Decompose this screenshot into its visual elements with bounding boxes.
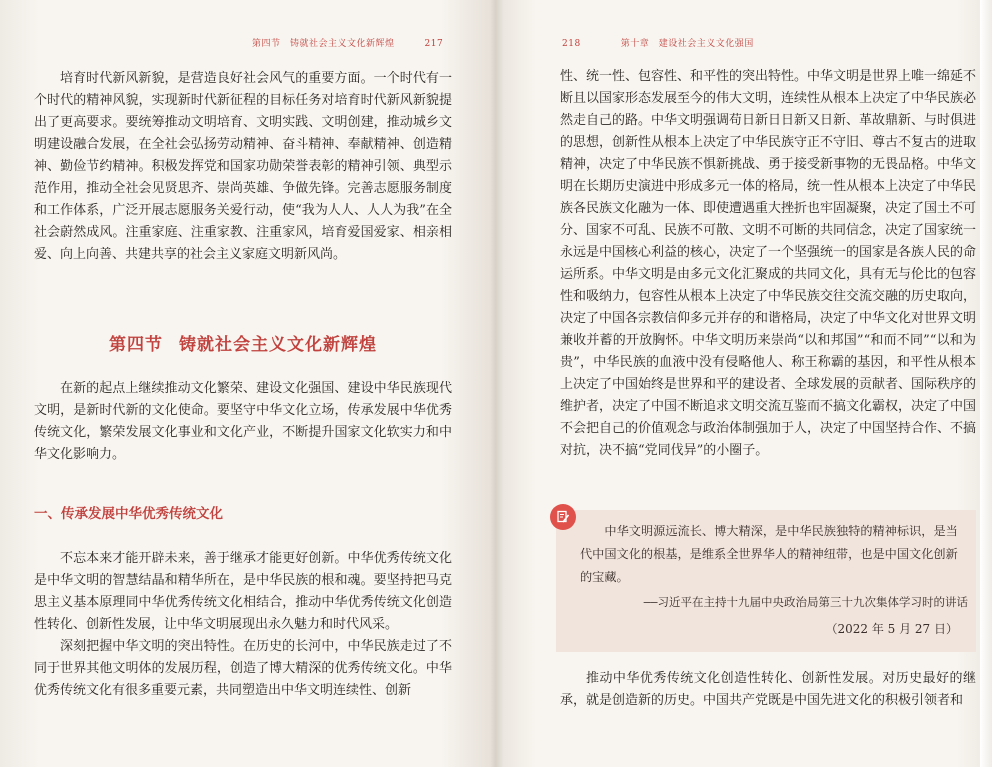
paragraph: 不忘本来才能开辟未来，善于继承才能更好创新。中华优秀传统文化是中华文明的智慧结晶和精华所在，是中华民族的根和魂。要坚持把马克思主义基本原理同中华优秀传统文化相结合，推动中华优秀传统文化创造性转化、创新性发展，让中华文明展现出永久魅力和时代风采。 <box>34 551 452 632</box>
paragraph: 性、统一性、包容性、和平性的突出特性。中华文明是世界上唯一绵延不断且以国家形态发展至今的伟大文明，连续性从根本上决定了中华民族必然走自己的路。中华文明强调苟日新日日新又日新、革故鼎新、与时俱进的思想，创新性从根本上决定了中华民族守正不守旧、尊古不复古的进取精神，决定了中华民族不惧新挑战、勇于接受新事物的无畏品格。中华文明在长期历史演进中形成多元一体的格局，统一性从根本上决定了中华民族各民族文化融为一体、即使遭遇重大挫折也牢固凝聚，决定了国土不可分、国家不可乱、民族不可散、文明不可断的共同信念，决定了国家统一永远是中国核心利益的核心，决定了一个坚强统一的国家是各族人民的命运所系。中华文明是由多元文化汇聚成的共同文化，具有无与伦比的包容性和吸纳力，包容性从根本上决定了中华民族交往交流交融的历史取向，决定了中国各宗教信仰多元并存的和谐格局，决定了中华文化对世界文明兼收并蓄的开放胸怀。中华文明历来崇尚“以和邦国”“和而不同”“以和为贵”，中华民族的血液中没有侵略他人、称王称霸的基因，和平性从根本上决定了中国始终是世界和平的建设者、全球发展的贡献者、国际秩序的维护者，决定了中国不断追求文明交流互鉴而不搞文化霸权，决定了中国不会把自己的价值观念与政治体制强加于人，决定了中国坚持合作、不搞对抗，决不搞“党同伐异”的小圈子。 <box>560 69 977 458</box>
page-number-left: 217 <box>424 39 444 49</box>
body-text-block <box>34 68 452 266</box>
quote-date: （2022 年 5 月 27 日） <box>825 622 958 636</box>
running-head-right <box>562 36 754 49</box>
quote-source: ——习近平在主持十九届中央政治局第三十九次集体学习时的讲话 <box>643 595 968 609</box>
body-text-block <box>560 66 976 462</box>
running-head-section: 第四节 铸就社会主义文化新辉煌 <box>252 39 395 49</box>
section-name: 铸就社会主义文化新辉煌 <box>179 335 377 355</box>
section-number: 第四节 <box>109 335 163 355</box>
paragraph: 深刻把握中华文明的突出特性。在历史的长河中，中华民族走过了不同于世界其他文明体的发展历程，创造了博大精深的优秀传统文化。中华优秀传统文化有很多重要元素，共同塑造出中华文明连续性、创新 <box>34 639 452 698</box>
quote-text <box>580 520 960 589</box>
body-text-block <box>560 668 976 712</box>
running-head-left <box>252 36 443 49</box>
note-pencil-icon <box>550 504 576 530</box>
body-text-block <box>34 378 452 466</box>
body-text-block <box>34 548 452 702</box>
paragraph: 在新的起点上继续推动文化繁荣、建设文化强国、建设中华民族现代文明，是新时代新的文化使命。要坚守中华文化立场，传承发展中华优秀传统文化，繁荣发展文化事业和文化产业，不断提升国家文化软实力和中华文化影响力。 <box>34 381 452 462</box>
paragraph: 培育时代新风新貌，是营造良好社会风气的重要方面。一个时代有一个时代的精神风貌，实现新时代新征程的目标任务对培育时代新风新貌提出了更高要求。要统筹推动文明培育、文明实践、文明创建，推动城乡文明建设融合发展，在全社会弘扬劳动精神、奋斗精神、奉献精神、创造精神、勤俭节约精神。积极发挥党和国家功勋荣誉表彰的精神引领、典型示范作用，推动全社会见贤思齐、崇尚英雄、争做先锋。完善志愿服务制度和工作体系，广泛开展志愿服务关爱行动，使“我为人人、人人为我”在全社会蔚然成风。注重家庭、注重家教、注重家风，培育爱国爱家、相亲相爱、向上向善、共建共享的社会主义家庭文明新风尚。 <box>34 71 452 262</box>
page-number-right: 218 <box>562 39 581 49</box>
page-edge <box>980 0 992 767</box>
section-title <box>34 330 452 355</box>
right-page <box>496 0 992 767</box>
paragraph: 推动中华优秀传统文化创造性转化、创新性发展。对历史最好的继承，就是创造新的历史。中国共产党既是中国先进文化的积极引领者和 <box>560 671 976 708</box>
subheading: 一、传承发展中华优秀传统文化 <box>34 506 223 522</box>
quote-body: 中华文明源远流长、博大精深，是中华民族独特的精神标识，是当代中国文化的根基，是维系全世界华人的精神纽带，也是中国文化创新的宝藏。 <box>580 524 958 584</box>
running-head-chapter: 第十章 建设社会主义文化强国 <box>620 39 754 49</box>
